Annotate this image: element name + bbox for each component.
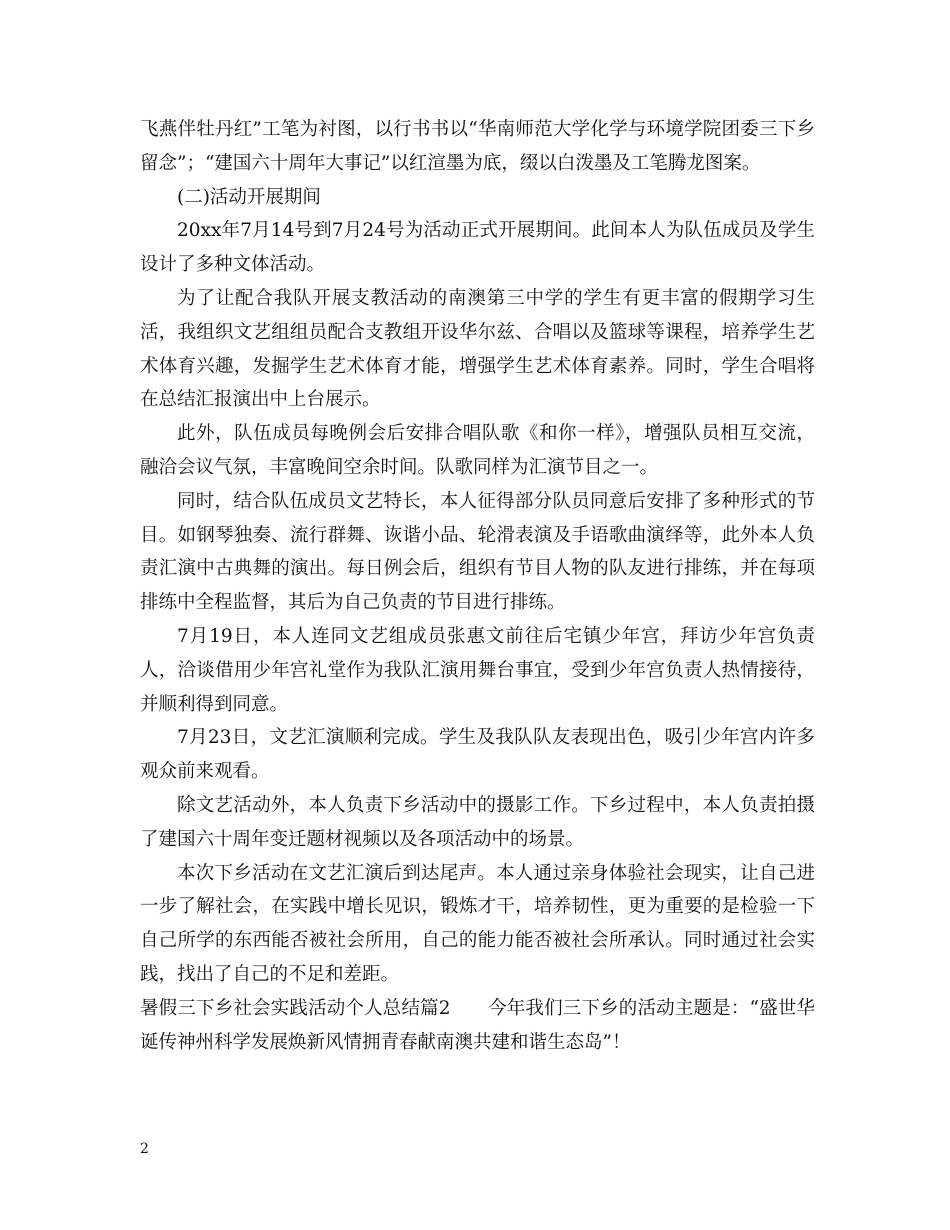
document-body	[140, 113, 815, 1059]
section-heading: (二)活动开展期间	[177, 186, 321, 208]
paragraph: 7月19日，本人连同文艺组成员张惠文前往后宅镇少年宫，拜访少年宫负责人，洽谈借用少年宫礼堂作为我队汇演用舞台事宜，受到少年宫负责人热情接待，并顺利得到同意。	[140, 625, 815, 715]
paragraph: 20xx年7月14号到7月24号为活动正式开展期间。此间本人为队伍成员及学生设计了多种文体活动。	[140, 220, 815, 276]
paragraph: 同时，结合队伍成员文艺特长，本人征得部分队员同意后安排了多种形式的节目。如钢琴独奏、流行群舞、诙谐小品、轮滑表演及手语歌曲演绎等，此外本人负责汇演中古典舞的演出。每日例会后，组织有节目人物的队友进行排练，并在每项排练中全程监督，其后为自己负责的节目进行排练。	[140, 490, 815, 614]
paragraph: 此外，队伍成员每晚例会后安排合唱队歌《和你一样》，增强队员相互交流，融洽会议气氛，丰富晚间空余时间。队歌同样为汇演节目之一。	[140, 423, 815, 478]
paragraph: 7月23日，文艺汇演顺利完成。学生及我队队友表现出色，吸引少年宫内许多观众前来观看。	[140, 727, 815, 783]
paragraph-next-article: 暑假三下乡社会实践活动个人总结篇2 今年我们三下乡的活动主题是：“盛世华诞传神州科学发展焕新风情拥青春献南澳共建和谐生态岛”！	[140, 997, 815, 1053]
paragraph: 为了让配合我队开展支教活动的南澳第三中学的学生有更丰富的假期学习生活，我组织文艺组组员配合支教组开设华尔兹、合唱以及篮球等课程，培养学生艺术体育兴趣，发掘学生艺术体育才能，增强学生艺术体育素养。同时，学生合唱将在总结汇报演出中上台展示。	[140, 287, 815, 411]
paragraph: 除文艺活动外，本人负责下乡活动中的摄影工作。下乡过程中，本人负责拍摄了建国六十周年变迁题材视频以及各项活动中的场景。	[140, 794, 815, 850]
paragraph: 本次下乡活动在文艺汇演后到达尾声。本人通过亲身体验社会现实，让自己进一步了解社会，在实践中增长见识，锻炼才干，培养韧性，更为重要的是检验一下自己所学的东西能否被社会所用，自己的能力能否被社会所承认。同时通过社会实践，找出了自己的不足和差距。	[140, 862, 815, 985]
paragraph-continuation: 飞燕伴牡丹红”工笔为衬图，以行书书以“华南师范大学化学与环境学院团委三下乡留念”；“建国六十周年大事记”以红渲墨为底，缀以白泼墨及工笔腾龙图案。	[140, 119, 815, 174]
page-number: 2	[140, 1141, 149, 1157]
